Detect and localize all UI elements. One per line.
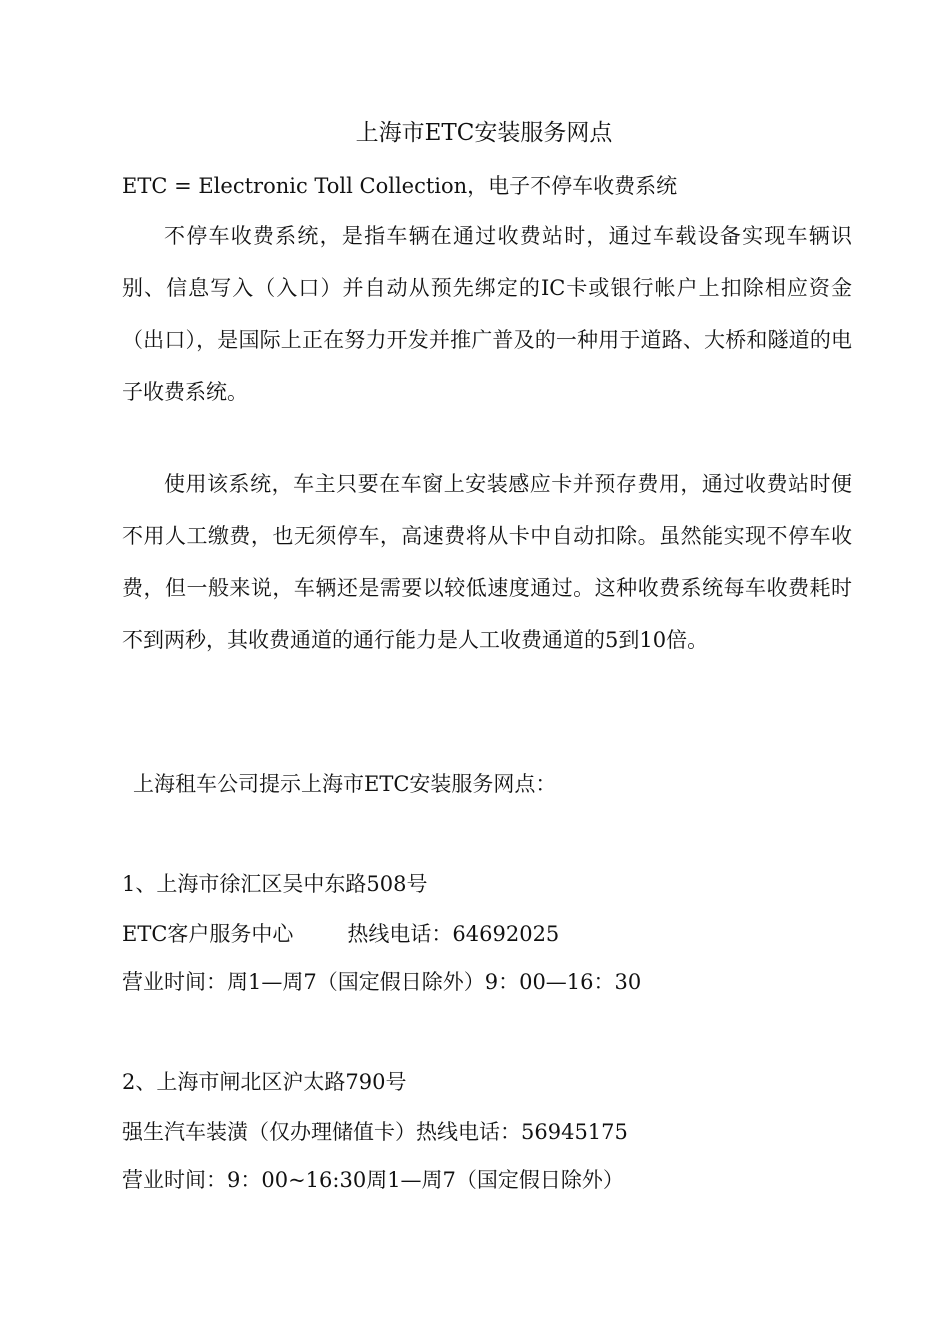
location-1-hours: 营业时间：周1—周7（国定假日除外）9：00—16：30 (122, 970, 642, 994)
paragraph-usage: 使用该系统，车主只要在车窗上安装感应卡并预存费用，通过收费站时便不用人工缴费，也无须停车，高速费将从卡中自动扣除。虽然能实现不停车收费，但一般来说，车辆还是需要以较低速度通过。这种收费系统每车收费耗时不到两秒，其收费通道的通行能力是人工收费通道的5到10倍。 (122, 472, 852, 652)
location-2-name: 强生汽车装潢（仅办理储值卡） (122, 1120, 416, 1144)
location-1-name: ETC客户服务中心 (122, 922, 294, 946)
paragraph-definition: 不停车收费系统，是指车辆在通过收费站时，通过车载设备实现车辆识别、信息写入（入口）并自动从预先绑定的IC卡或银行帐户上扣除相应资金（出口），是国际上正在努力开发并推广普及的一种用于道路、大桥和隧道的电子收费系统。 (122, 224, 852, 404)
document-title: 上海市ETC安装服务网点 (355, 120, 613, 146)
location-2-hours: 营业时间：9：00~16:30周1—周7（国定假日除外） (122, 1168, 624, 1192)
location-2-hotline: 热线电话：56945175 (416, 1120, 628, 1144)
location-1-hotline: 热线电话：64692025 (347, 922, 560, 946)
location-1-address: 1、上海市徐汇区吴中东路508号 (122, 872, 428, 896)
location-2-contact (122, 1118, 628, 1146)
location-2-address: 2、上海市闸北区沪太路790号 (122, 1070, 407, 1094)
etc-definition: ETC = Electronic Toll Collection，电子不停车收费系统 (122, 174, 678, 198)
location-1-contact (122, 920, 559, 948)
intro-text: 上海租车公司提示上海市ETC安装服务网点： (133, 772, 557, 796)
